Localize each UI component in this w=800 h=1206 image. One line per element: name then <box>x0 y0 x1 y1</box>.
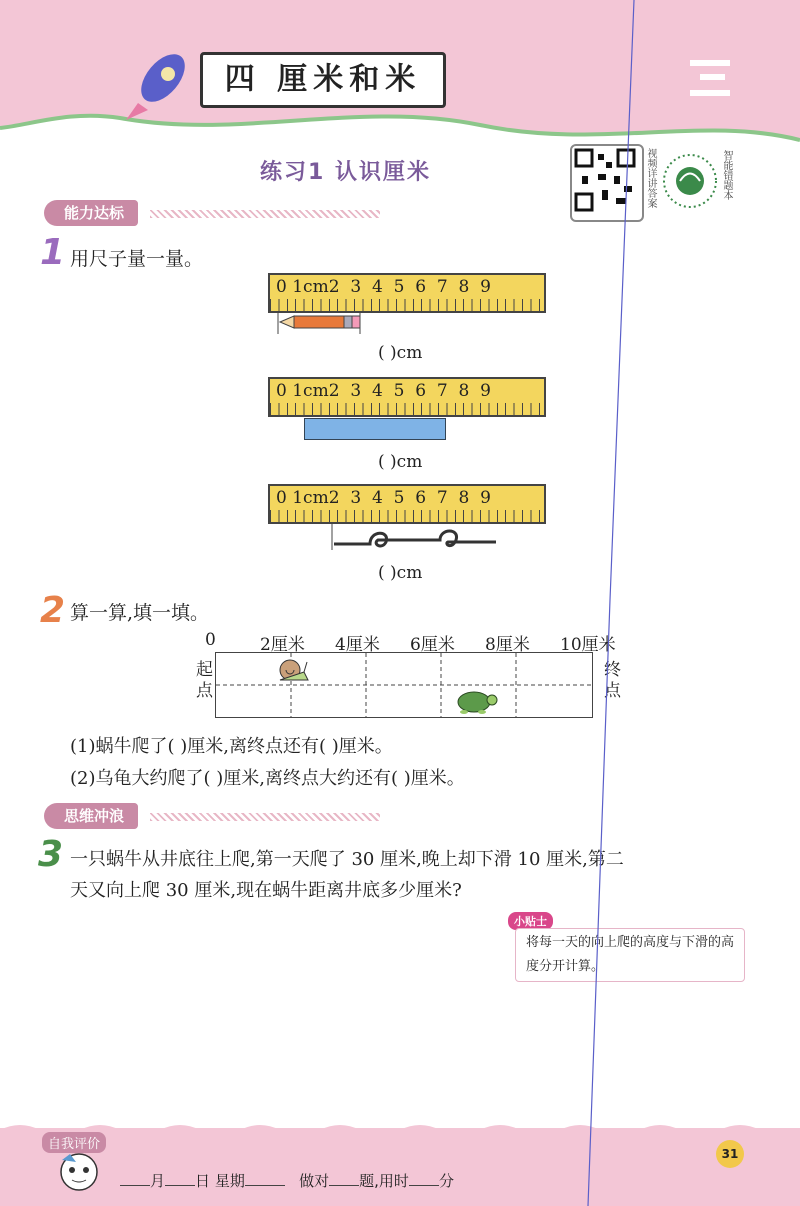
start-label: 起点 <box>192 660 212 702</box>
answer-blank-3[interactable]: ( )cm <box>378 563 423 583</box>
snail-icon <box>276 654 312 684</box>
answer-blank-1[interactable]: ( )cm <box>378 343 423 363</box>
track-grid <box>215 652 593 718</box>
page-footer <box>0 1128 800 1206</box>
self-eval-label: 自我评价 <box>42 1132 106 1153</box>
turtle-icon <box>452 686 500 716</box>
hint-box: 将每一天的向上爬的高度与下滑的高度分开计算。 <box>515 928 745 982</box>
mascot-icon <box>56 1150 102 1194</box>
pencil-icon <box>276 312 366 336</box>
pen-line <box>580 0 640 1206</box>
curly-string-icon <box>330 520 500 554</box>
question-number-2: 2 <box>40 590 66 631</box>
footer-date-line: 月 日 星期 做对 题,用时 分 <box>120 1170 454 1191</box>
rocket-icon <box>118 48 198 128</box>
answer-blank-2[interactable]: ( )cm <box>378 452 423 472</box>
section-tab-thinking: 思维冲浪 <box>44 803 138 829</box>
question-2-text: 算一算,填一填。 <box>70 602 210 624</box>
question-number-1: 1 <box>40 232 66 273</box>
ruler-1 <box>268 273 546 313</box>
section-stripe <box>150 210 380 218</box>
lesson-title: 练习1 认识厘米 <box>260 160 431 185</box>
qr-caption-video: 视频详讲答案 <box>645 148 656 208</box>
question-3-line1: 一只蜗牛从井底往上爬,第一天爬了 30 厘米,晚上却下滑 10 厘米,第二 <box>70 849 624 870</box>
page-number: 31 <box>716 1140 744 1168</box>
blue-bar <box>304 418 446 440</box>
question-2-sub1: (1)蜗牛爬了( )厘米,离终点还有( )厘米。 <box>70 736 393 757</box>
question-number-3: 3 <box>38 834 64 875</box>
question-1-text: 用尺子量一量。 <box>70 248 204 270</box>
hint-tag: 小贴士 <box>508 912 553 930</box>
chapter-title: 四 厘米和米 <box>200 52 446 108</box>
qr-caption-wrongbook: 智能错题本 <box>721 150 732 200</box>
question-2-sub2: (2)乌龟大约爬了( )厘米,离终点大约还有( )厘米。 <box>70 768 465 789</box>
smart-wrongbook-icon[interactable] <box>662 146 718 216</box>
question-3-line2: 天又向上爬 30 厘米,现在蜗牛距离井底多少厘米? <box>70 880 462 901</box>
ruler-2: 0 1cm2 3 4 5 6 7 8 9 <box>268 377 546 417</box>
end-label: 终点 <box>600 660 620 702</box>
section-tab-ability: 能力达标 <box>44 200 138 226</box>
ruler-1-labels: 0 1cm2 3 4 5 6 7 8 9 <box>276 277 491 297</box>
ruler-3: 0 1cm2 3 4 5 6 7 8 9 <box>268 484 546 524</box>
section-stripe-2 <box>150 813 380 821</box>
